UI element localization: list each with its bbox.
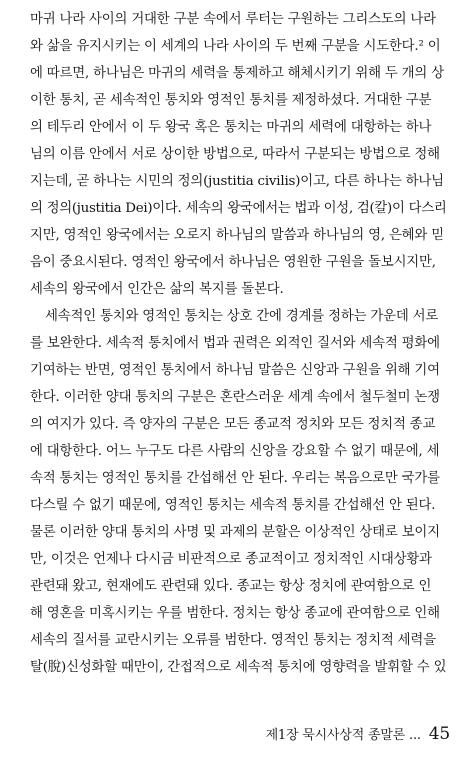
text-line: 마귀 나라 사이의 거대한 구분 속에서 루터는 구원하는 그리스도의 나라 [30, 12, 436, 27]
text-line: 이한 통치, 곧 세속적인 통치와 영적인 통치를 제정하셨다. 거대한 구분 [30, 93, 432, 108]
page-footer [266, 724, 450, 744]
text-line: 의 여지가 있다. 즉 양자의 구분은 모든 종교적 정치와 모든 정치적 종교 [30, 417, 436, 432]
text-line: 세속의 왕국에서 인간은 삶의 복지를 돌본다. [30, 282, 284, 297]
text-line: 를 보완한다. 세속적 통치에서 법과 권력은 외적인 질서와 세속적 평화에 [30, 336, 440, 351]
text-line: 관련돼 왔고, 현재에도 관련돼 있다. 종교는 항상 정치에 관여함으로 인 [30, 579, 432, 594]
text-line: 지만, 영적인 왕국에서는 오로지 하나님의 말씀과 하나님의 영, 은혜와 믿 [30, 228, 444, 243]
text-line: 에 따르면, 하나님은 마귀의 세력을 통제하고 해체시키기 위해 두 개의 상 [30, 66, 444, 81]
text-line: 물론 이러한 양대 통치의 사명 및 과제의 분할은 이상적인 상태로 보이지 [30, 525, 440, 540]
text-line: 음이 중요시된다. 영적인 왕국에서 하나님은 영원한 구원을 돌보시지만, [30, 255, 436, 270]
text-line: 한다. 이러한 양대 통치의 구분은 혼란스러운 세계 속에서 철두철미 논쟁 [30, 390, 440, 405]
text-line: 에 대항한다. 어느 누구도 다른 사람의 신앙을 강요할 수 없기 때문에, 세 [30, 444, 440, 459]
text-line: 다스릴 수 없기 때문에, 영적인 통치는 세속적 통치를 간섭해선 안 된다. [30, 498, 436, 513]
text-line: 세속의 질서를 교란시키는 오류를 범한다. 영적인 통치는 정치적 세력을 [30, 633, 436, 648]
text-line: 의 정의(justitia Dei)이다. 세속의 왕국에서는 법과 이성, 검(칼)이 다스리 [30, 201, 447, 216]
text-line: 해 영혼을 미혹시키는 우를 범한다. 정치는 항상 종교에 관여함으로 인해 [30, 606, 440, 621]
text-line-body: 와 삶을 유지시키는 이 세계의 나라 사이의 두 번째 구분을 시도한다.² [30, 39, 424, 54]
text-line [30, 37, 450, 57]
text-line-tail: 이 [423, 39, 441, 54]
text-line: 속적 통치는 영적인 통치를 간섭해선 안 된다. 우리는 복음으로만 국가를 [30, 471, 440, 486]
running-head: 제1장 묵시사상적 종말론 ... [265, 728, 421, 743]
page-number: 45 [428, 724, 450, 744]
text-line: 님의 이름 안에서 서로 상이한 방법으로, 따라서 구분되는 방법으로 정해 [30, 147, 440, 162]
text-line: 탈(脫)신성화할 때만이, 간접적으로 세속적 통치에 영향력을 발휘할 수 있 [30, 660, 447, 675]
text-line: 지는데, 곧 하나는 시민의 정의(justitia civilis)이고, 다른 하나는 하나님 [30, 174, 444, 189]
text-line: 세속적인 통치와 영적인 통치는 상호 간에 경계를 정하는 가운데 서로 [45, 309, 439, 324]
text-line: 만, 이것은 언제나 다시금 비판적으로 종교적이고 정치적인 시대상황과 [30, 552, 432, 567]
text-line: 의 테두리 안에서 이 두 왕국 혹은 통치는 마귀의 세력에 대항하는 하나 [30, 120, 432, 135]
text-line: 기여하는 반면, 영적인 통치에서 하나님 말씀은 신앙과 구원을 위해 기여 [30, 363, 440, 378]
